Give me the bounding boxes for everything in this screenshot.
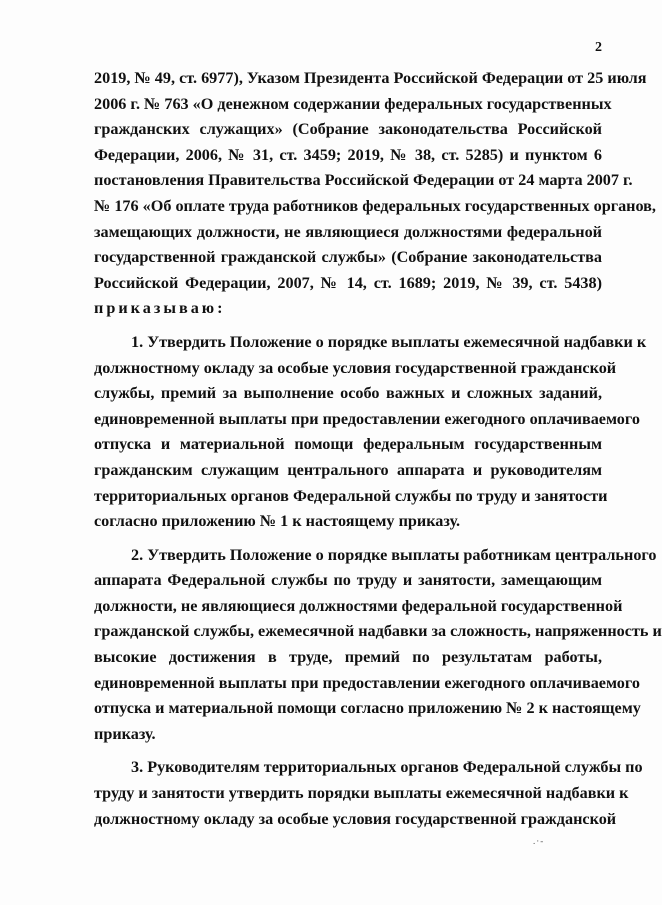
text-line: гражданским служащим центрального аппарата и руководителям [94, 460, 602, 479]
text-line: аппарата Федеральной службы по труду и занятости, замещающим [94, 571, 602, 590]
text-line: приказу. [94, 724, 156, 743]
paragraph-legal-basis [94, 66, 656, 322]
text-line: Российской Федерации, 2007, № 14, ст. 1689; 2019, № 39, ст. 5438) [94, 273, 602, 292]
paragraph-item-3 [94, 755, 643, 832]
text-line: 2019, № 49, ст. 6977), Указом Президента Российской Федерации от 25 июля [94, 69, 647, 87]
text-line: территориальных органов Федеральной службы по труду и занятости [94, 486, 608, 505]
text-line: гражданской службы, ежемесячной надбавки за сложность, напряженность и [94, 622, 662, 641]
order-word: приказываю: [94, 299, 226, 318]
text-line: постановления Правительства Российской Федерации от 24 марта 2007 г. [94, 171, 633, 190]
text-line: единовременной выплаты при предоставлении ежегодного оплачиваемого [94, 409, 640, 428]
text-line: 1. Утвердить Положение о порядке выплаты ежемесячной надбавки к [131, 332, 647, 351]
text-line: Федерации, 2006, № 31, ст. 3459; 2019, № 38, ст. 5285) и пунктом 6 [94, 145, 602, 164]
text-line: труду и занятости утвердить порядки выплаты ежемесячной надбавки к [94, 784, 629, 803]
text-line: 2. Утвердить Положение о порядке выплаты работникам центрального [131, 545, 657, 564]
text-line: должностному окладу за особые условия государственной гражданской [94, 809, 617, 828]
text-line: отпуска и материальной помощи федеральным государственным [94, 435, 602, 454]
paragraph-item-2 [94, 543, 662, 748]
page-number: 2 [595, 40, 602, 55]
text-line: высокие достижения в труде, премий по результатам работы, [94, 648, 602, 667]
text-line: единовременной выплаты при предоставлении ежегодного оплачиваемого [94, 673, 640, 692]
text-line: службы, премий за выполнение особо важных и сложных заданий, [94, 384, 602, 403]
text-line: отпуска и материальной помощи согласно приложению № 2 к настоящему [94, 699, 641, 718]
document-body [94, 66, 662, 832]
text-line: 3. Руководителям территориальных органов Федеральной службы по [131, 758, 643, 777]
text-line: согласно приложению № 1 к настоящему приказу. [94, 512, 461, 531]
text-line: № 176 «Об оплате труда работников федеральных государственных органов, [94, 196, 656, 215]
text-line: должностному окладу за особые условия государственной гражданской [94, 358, 617, 377]
scan-mark: .·- [533, 836, 545, 846]
paragraph-item-1 [94, 330, 647, 535]
text-line: 2006 г. № 763 «О денежном содержании федеральных государственных [94, 94, 612, 113]
text-line: должности, не являющиеся должностями федеральной государственной [94, 596, 623, 615]
text-line: замещающих должности, не являющиеся должностями федеральной [94, 222, 602, 241]
text-line: гражданских служащих» (Собрание законодательства Российской [94, 120, 602, 139]
text-line: государственной гражданской службы» (Собрание законодательства [94, 248, 602, 267]
